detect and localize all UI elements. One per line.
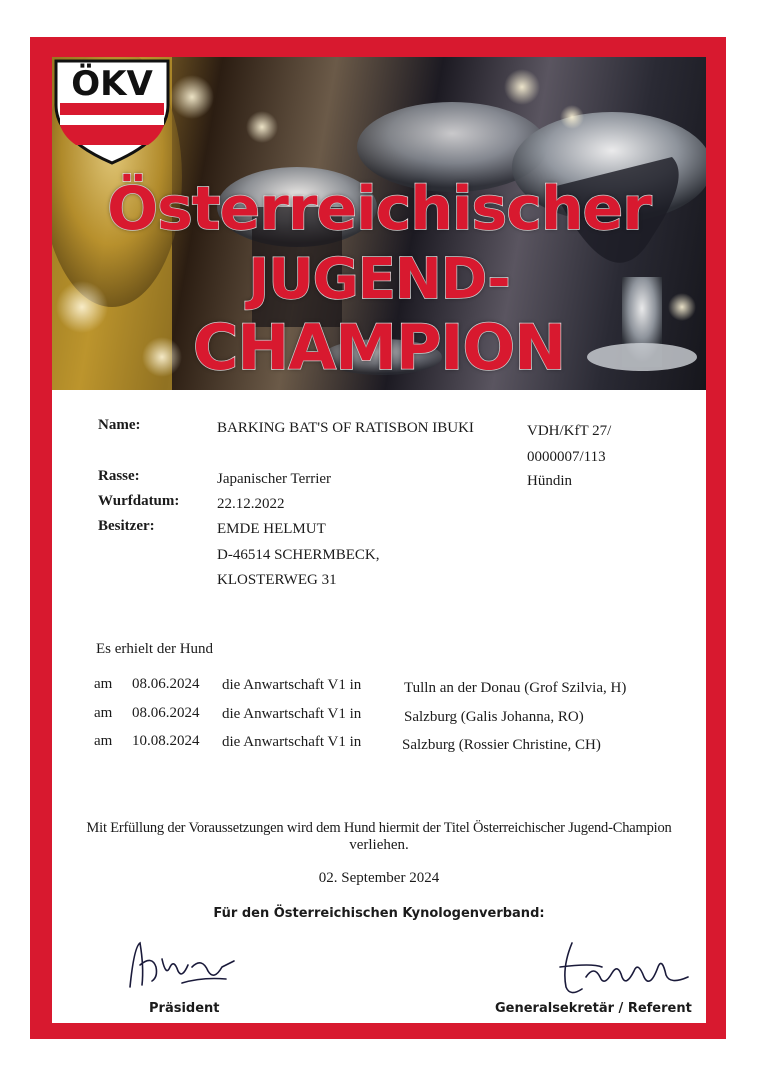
award-prefix: am bbox=[94, 733, 113, 749]
award-place: Salzburg (Galis Johanna, RO) bbox=[404, 709, 584, 725]
dog-sex: Hündin bbox=[527, 473, 572, 489]
statement-line-1: Mit Erfüllung der Voraussetzungen wird dem Hund hiermit der Titel Österreichischer Jugend-Champion bbox=[86, 820, 672, 836]
statement-line-2: verliehen. bbox=[349, 837, 409, 853]
award-text: die Anwartschaft V1 in bbox=[222, 677, 362, 693]
award-prefix: am bbox=[94, 676, 113, 692]
breed-label: Rasse: bbox=[98, 468, 140, 484]
award-place: Tulln an der Donau (Grof Szilvia, H) bbox=[404, 680, 627, 696]
award-place: Salzburg (Rossier Christine, CH) bbox=[402, 737, 601, 753]
award-text: die Anwartschaft V1 in bbox=[222, 734, 362, 750]
title-line-1: Österreichischer bbox=[107, 174, 651, 244]
dog-name: BARKING BAT'S OF RATISBON IBUKI bbox=[217, 420, 474, 436]
registration-number-line-2: 0000007/113 bbox=[527, 449, 606, 465]
registration-number-line-1: VDH/KfT 27/ bbox=[527, 423, 612, 439]
owner-address-line-1: D-46514 SCHERMBECK, bbox=[217, 547, 380, 563]
certificate-body bbox=[52, 57, 706, 1023]
okv-logo-icon bbox=[52, 57, 172, 167]
award-text: die Anwartschaft V1 in bbox=[222, 706, 362, 722]
owner-address-line-2: KLOSTERWEG 31 bbox=[217, 572, 337, 588]
owner-label: Besitzer: bbox=[98, 518, 155, 534]
award-date: 08.06.2024 bbox=[132, 676, 200, 692]
organization-line: Für den Österreichischen Kynologenverband: bbox=[213, 906, 545, 921]
secretary-signature bbox=[542, 937, 692, 1002]
svg-text:ÖKV: ÖKV bbox=[71, 64, 153, 104]
certificate-border bbox=[30, 37, 726, 1039]
issue-date: 02. September 2024 bbox=[318, 870, 440, 886]
award-prefix: am bbox=[94, 705, 113, 721]
award-date: 10.08.2024 bbox=[132, 733, 200, 749]
president-label: Präsident bbox=[149, 1001, 220, 1016]
title-line-3: CHAMPION bbox=[192, 311, 566, 384]
awards-intro: Es erhielt der Hund bbox=[96, 641, 214, 657]
owner-name: EMDE HELMUT bbox=[217, 521, 326, 537]
president-signature bbox=[122, 937, 242, 997]
secretary-label: Generalsekretär / Referent bbox=[495, 1001, 692, 1016]
name-label: Name: bbox=[98, 417, 141, 433]
title-line-2: JUGEND- bbox=[248, 247, 510, 312]
birth-date-label: Wurfdatum: bbox=[98, 493, 180, 509]
dog-breed: Japanischer Terrier bbox=[217, 471, 332, 487]
trophy-banner bbox=[52, 57, 706, 390]
award-date: 08.06.2024 bbox=[132, 705, 200, 721]
dog-birth-date: 22.12.2022 bbox=[217, 496, 285, 512]
